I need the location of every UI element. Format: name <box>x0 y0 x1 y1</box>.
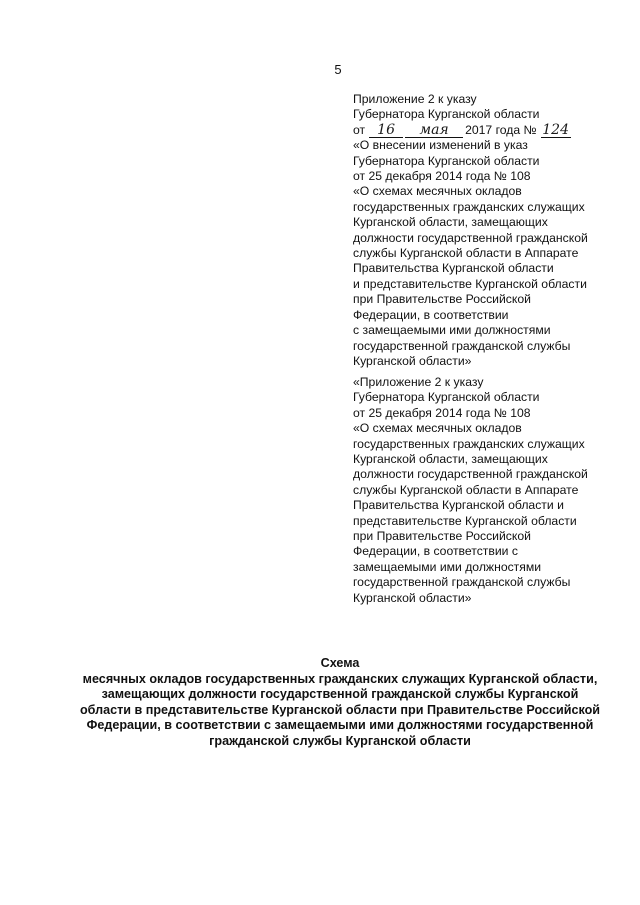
appendix-text-line: от 25 декабря 2014 года № 108 <box>353 405 531 420</box>
scheme-subtitle-line: Федерации, в соответствии с замещаемыми ими должностями государственной <box>86 718 594 733</box>
appendix-text-line: должности государственной гражданской <box>353 467 588 482</box>
appendix-text-line: должности государственной гражданской <box>353 230 588 245</box>
appendix-text-line: Курганской области, замещающих <box>353 452 548 467</box>
appendix-text-line: государственной гражданской службы <box>353 575 571 590</box>
appendix-text-line: Курганской области, замещающих <box>353 215 548 230</box>
appendix-text-line: «О внесении изменений в указ <box>353 138 528 153</box>
appendix-block-amending-decree <box>353 92 623 369</box>
appendix-text-line: Правительства Курганской области <box>353 261 554 276</box>
appendix-text-line: «Приложение 2 к указу <box>353 375 484 389</box>
appendix-text-line: государственных гражданских служащих <box>353 436 585 451</box>
appendix-text-line: представительстве Курганской области <box>353 513 577 528</box>
appendix-heading: Приложение 2 к указу <box>353 92 477 106</box>
appendix-issuer: Губернатора Курганской области <box>353 107 540 122</box>
appendix-text-line: замещаемыми ими должностями <box>353 559 542 574</box>
handwritten-month: мая <box>405 123 463 137</box>
appendix-block-new-wording <box>353 375 623 606</box>
scheme-subtitle-line: замещающих должности государственной гражданской службы Курганской <box>101 687 579 702</box>
appendix-text-line: «О схемах месячных окладов <box>353 421 522 436</box>
appendix-text-line: государственных гражданских служащих <box>353 199 585 214</box>
appendix-text-line: от 25 декабря 2014 года № 108 <box>353 169 531 184</box>
appendix-text-line: Курганской области» <box>353 353 472 368</box>
scheme-heading <box>64 656 616 750</box>
appendix-text-line: при Правительстве Российской <box>353 529 531 544</box>
appendix-text-line: государственной гражданской службы <box>353 338 571 353</box>
appendix-date-line <box>353 123 623 138</box>
scheme-subtitle-line: месячных окладов государственных гражданских служащих Курганской области, <box>82 671 598 686</box>
appendix-text-line: Федерации, в соответствии с <box>353 544 518 559</box>
scheme-subtitle-line: области в представительстве Курганской области при Правительстве Российской <box>79 702 601 717</box>
appendix-text-line: Курганской области» <box>353 590 472 605</box>
handwritten-day: 16 <box>369 123 403 137</box>
appendix-text-line: «О схемах месячных окладов <box>353 184 522 199</box>
scheme-title: Схема <box>320 656 360 670</box>
appendix-text-line: при Правительстве Российской <box>353 292 531 307</box>
appendix-text-line: Федерации, в соответствии <box>353 307 509 322</box>
handwritten-decree-number: 124 <box>542 121 569 138</box>
date-prefix: от <box>353 122 366 137</box>
appendix-text-line: Губернатора Курганской области <box>353 153 540 168</box>
date-year: 2017 года № <box>465 122 537 137</box>
appendix-text-line: с замещаемыми ими должностями <box>353 323 551 338</box>
scheme-subtitle-line: гражданской службы Курганской области <box>209 733 471 748</box>
appendix-text-line: Губернатора Курганской области <box>353 390 540 405</box>
appendix-text-line: службы Курганской области в Аппарате <box>353 482 579 497</box>
appendix-text-line: службы Курганской области в Аппарате <box>353 246 579 261</box>
page-number: 5 <box>334 62 342 77</box>
appendix-text-line: и представительстве Курганской области <box>353 276 587 291</box>
appendix-text-line: Правительства Курганской области и <box>353 498 564 513</box>
